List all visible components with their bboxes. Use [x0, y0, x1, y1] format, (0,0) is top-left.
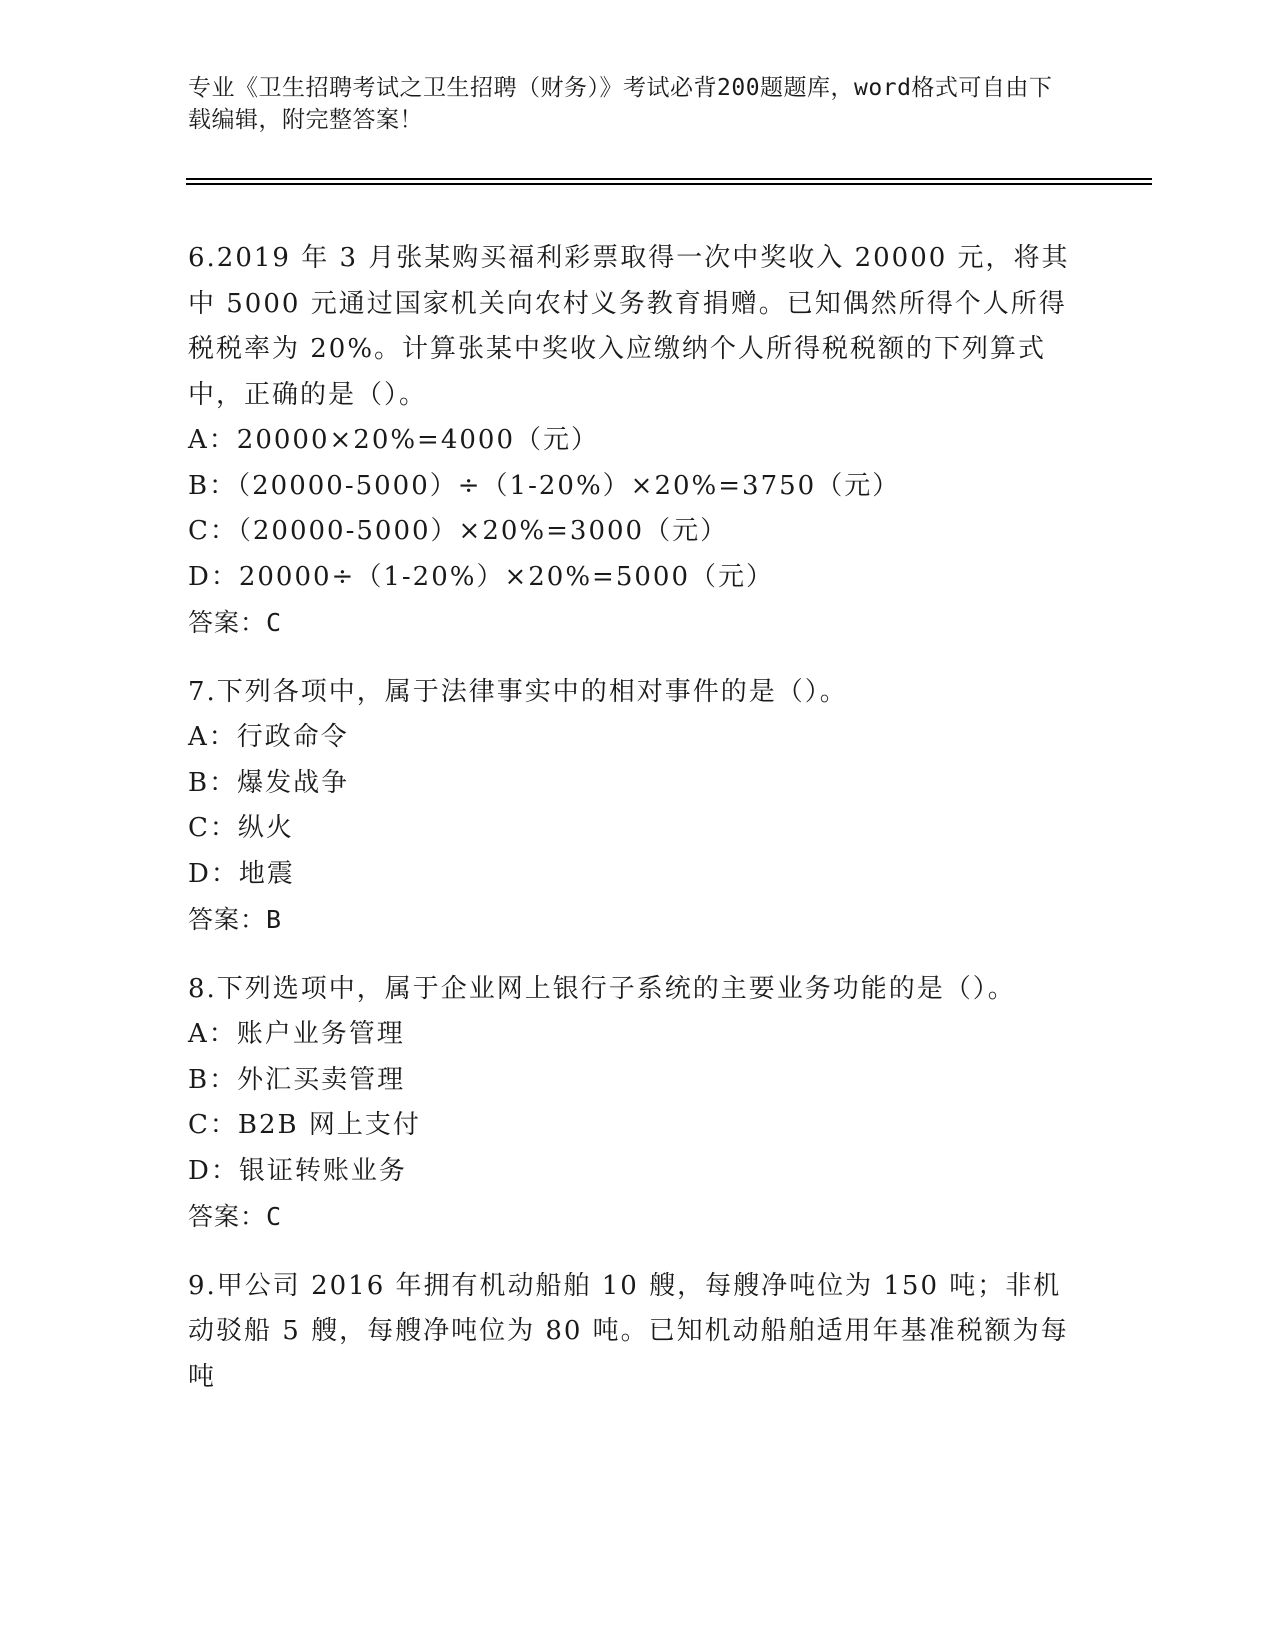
- answer-line: 答案：C: [188, 608, 283, 637]
- question-9: [188, 1264, 1088, 1401]
- option-b: B：爆发战争: [188, 767, 350, 798]
- option-a: A：20000×20%=4000（元）: [188, 425, 600, 455]
- header-divider-top: [186, 178, 1152, 180]
- option-b: B：（20000-5000）÷（1-20%）×20%=3750（元）: [188, 470, 901, 501]
- question-list: [188, 236, 1088, 1424]
- question-6: [188, 236, 1088, 646]
- question-7: [188, 670, 1088, 943]
- option-a: A：行政命令: [188, 722, 349, 752]
- answer-line: 答案：B: [188, 905, 283, 934]
- option-d: D：20000÷（1-20%）×20%=5000（元）: [188, 561, 774, 592]
- option-c: C：B2B 网上支付: [188, 1110, 421, 1140]
- option-c: C：（20000-5000）×20%=3000（元）: [188, 516, 729, 546]
- answer-line: 答案：C: [188, 1202, 283, 1231]
- question-stem: 6.2019 年 3 月张某购买福利彩票取得一次中奖收入 20000 元，将其中 5000 元通过国家机关向农村义务教育捐赠。已知偶然所得个人所得税税率为 20%。计算张某中奖收入应缴纳个人所得税税额的下列算式中，正确的是（）。: [188, 243, 1070, 410]
- question-stem: 8.下列选项中，属于企业网上银行子系统的主要业务功能的是（）。: [188, 973, 1016, 1004]
- document-header: 专业《卫生招聘考试之卫生招聘（财务）》考试必背200题题库，word格式可自由下载编辑，附完整答案！: [188, 75, 1053, 133]
- option-d: D：地震: [188, 858, 295, 889]
- question-stem: 9.甲公司 2016 年拥有机动船舶 10 艘，每艘净吨位为 150 吨；非机动驳船 5 艘，每艘净吨位为 80 吨。已知机动船舶适用年基准税额为每吨: [188, 1270, 1069, 1392]
- option-b: B：外汇买卖管理: [188, 1064, 406, 1095]
- option-c: C：纵火: [188, 813, 294, 843]
- question-stem: 7.下列各项中，属于法律事实中的相对事件的是（）。: [188, 676, 848, 707]
- question-8: [188, 967, 1088, 1240]
- option-a: A：账户业务管理: [188, 1019, 405, 1049]
- header-divider-bottom: [186, 183, 1152, 185]
- option-d: D：银证转账业务: [188, 1155, 407, 1186]
